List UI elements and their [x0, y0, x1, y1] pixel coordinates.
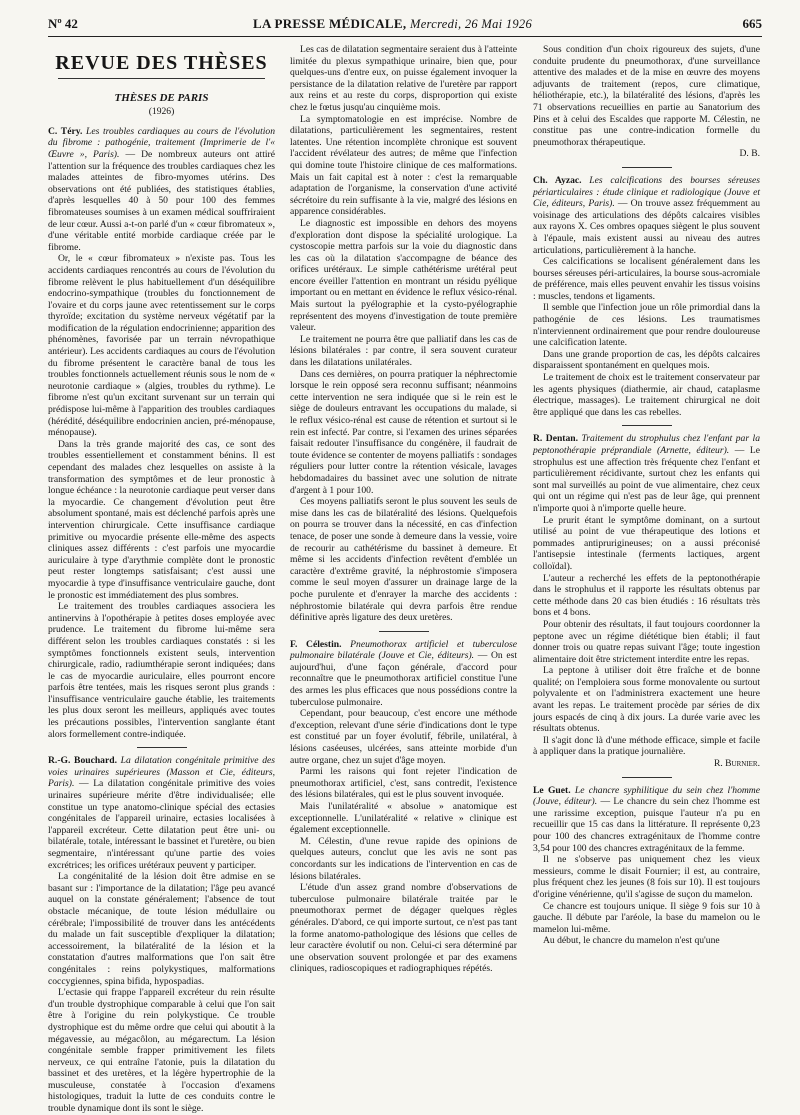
article-title: Les calcifications des bourses séreuses périarticulaires : étude clinique et radiologique (Jouve et Cie, éditeurs, Paris). [533, 174, 760, 210]
article-title: Le chancre syphilitique du sein chez l'homme (Jouve, éditeur). [533, 784, 760, 808]
article-bouchard [48, 755, 275, 1114]
article-paragraph: Ces calcifications se localisent généralement dans les bourses séreuses péri-articulaires, la bourse sous-acromiale de préférence, mais elles peuvent envahir les tissus voisins : muscles, tendons et ligaments. [533, 256, 760, 302]
article-ayzac [533, 175, 760, 418]
article-paragraph: — La dilatation congénitale primitive des voies urinaires supérieure mérite d'être individualisée; elle constitue un type anatomo-clinique spécial des ectasies congénitales de l'appareil urinaire, ectasies localisées à l'appareil excréteur. Cette dilatation peut être uni- ou bilatérale, totale, intéressant le bassinet et l'uretère, ou bien segmentaire, n'intéressant qu'une partie des voies excrétrices; les orifices urétéraux peuvent y participer. [48, 778, 275, 871]
article-paragraph: Le traitement ne pourra être que palliatif dans les cas de lésions bilatérales : par contre, il sera souvent curateur dans les dilatations unilatérales. [290, 333, 517, 369]
article-paragraph: Dans la très grande majorité des cas, ce sont des troubles essentiellement et constamment bénins. Il est cependant des malades chez lesquelles on assiste à la transformation des symptômes et de leur pronostic à longue échéance : la neurotonie cardiaque peut verser dans la myocardie. Ce changement d'évolution peut être absolument spontané, mais est déclenché parfois après une intervention chirurgicale. Cette insuffisance cardiaque primitive ou myocardie présente elle-même des aspects cliniques assez différents : c'est parfois une myocardie auriculaire à type d'arythmie complète dont le pronostic peut rester longtemps satisfaisant; c'est aussi une myocardie à type d'insuffisance ventriculaire gauche, dont le pronostic est immédiatement des plus sombres. [48, 438, 275, 601]
article-author: F. Célestin. [290, 638, 342, 650]
article-signature: R. Burnier. [713, 758, 760, 770]
article-paragraph: Mais l'unilatéralité « absolue » anatomique est exceptionnelle. L'unilatéralité « relative » clinique est également exceptionnelle. [290, 801, 517, 836]
column-3 [533, 44, 760, 1074]
section-title: REVUE DES THÈSES [55, 52, 268, 74]
article-le-guet [533, 785, 760, 947]
article-separator [137, 747, 187, 748]
article-paragraph: L'ectasie qui frappe l'appareil excréteur du rein résulte d'un trouble dystrophique comparable à celui que l'on sait être à l'origine du rein polykystique. Ce trouble dystrophique est du même ordre que celui qui aboutit à la mégavessie, au mégacôlon, au mégarectum. La lésion congénitale semble frapper primitivement les filets nerveux, ce qui entraîne l'atonie, puis la dilatation du bassinet et des uretères, et la légère hypertrophie de la musculeuse, constatée à l'occasion d'examens histologiques, traduit la lutte de ces conduits contre le trouble dynamique dont ils sont le siège. [48, 987, 275, 1115]
article-paragraph: Pour obtenir des résultats, il faut toujours coordonner la peptone avec un régime diététique bien établi; il faut donner trois ou quatre repas suivant l'âge; toute ingestion alimentaire doit être strictement interdite entre les repas. [533, 618, 760, 665]
article-lead [533, 175, 760, 256]
article-separator [622, 425, 672, 426]
article-paragraph: Le prurit étant le symptôme dominant, on a surtout utilisé au point de vue thérapeutique des lotions et pommades antiprurigineuses; on a aussi préconisé l'antisepsie intestinale (ferments lactiques, argent colloïdal). [533, 514, 760, 572]
column-2 [290, 44, 517, 1074]
page-number: 665 [742, 16, 762, 31]
article-title: Traitement du strophulus chez l'enfant par la peptonothérapie préprandiale (Arnette, éditeur). [533, 433, 760, 456]
article-paragraph: Au début, le chancre du mamelon n'est qu'une [543, 935, 720, 947]
article-tery [48, 126, 275, 740]
article-celestin-cont [533, 44, 760, 160]
article-paragraph: — Le chancre du sein chez l'homme est une rarissime exception, puisque l'auteur n'a pu en recueillir que 15 cas dans la littérature. Il représente 0,23 pour 100 des chancres extragénitaux de l'homme contre 3,54 pour 100 des chancres extragénitaux de la femme. [533, 796, 760, 854]
issue-date: Mercredi, 26 Mai 1926 [410, 17, 533, 31]
article-paragraph: La peptone à utiliser doit être fraîche et de bonne qualité; on l'emploiera sous forme monovalente ou surtout polyvalente et on l'administrera exactement une heure avant les repas. Le traitement procède par séries de dix jours espacés de cinq à dix jours. La durée varie avec les résultats obtenus. [533, 665, 760, 735]
article-paragraph: — On trouve assez fréquemment au voisinage des articulations des dépôts calcaires visibles aux rayons X. Ces ombres opaques siègent le plus souvent à l'épaule, mais existent aussi au niveau des autres articulations, particulièrement à la hanche. [533, 198, 761, 256]
article-paragraph: Ce chancre est toujours unique. Il siège 9 fois sur 10 à gauche. Il débute par l'aréole, la base du mamelon ou le mamelon lui-même. [533, 900, 760, 935]
article-lead [48, 755, 275, 871]
article-paragraph: Cependant, pour beaucoup, c'est encore une méthode d'exception, relevant d'une série d'indications dont le type est constitué par un foyer évolutif, fébrile, unilatéral, à lésions caséeuses, ulcérées, sans atteinte morbide d'un autre organe, chez un sujet d'âge moyen. [290, 708, 517, 766]
article-lead [290, 639, 517, 709]
article-paragraph: Il semble que l'infection joue un rôle primordial dans la pathogénie de ces lésions. Les traumatismes n'interviennent ordinairement que pour rendre douloureuse une calcification latente. [533, 302, 760, 349]
article-signature: D. B. [739, 148, 760, 160]
article-separator [379, 631, 429, 632]
article-paragraph: Sous condition d'un choix rigoureux des sujets, d'une conduite prudente du pneumothorax, d'une surveillance attentive des malades et de la mise en œuvre des moyens adjuvants de traitement (repos, cure climatique, héliothérapie, etc.), la bilatéralité des lésions, d'après les 71 observations recueillies en partie au Sanatorium des Pins et à celui des Escaldes que rapporte M. Célestin, ne constitue pas une contre-indication formelle du pneumothorax thérapeutique. [533, 44, 760, 148]
article-author: Ch. Ayzac. [533, 174, 582, 186]
article-paragraph: L'étude d'un assez grand nombre d'observations de tuberculose pulmonaire bilatérale traitée par le pneumothorax permet de dégager quelques règles générales. D'abord, ce qui importe surtout, ce n'est pas tant la forme anatomo-pathologique des lésions que celles de leur caractère évolutif ou non. Celui-ci sera déterminé par une observation souvent prolongée et par des examens cliniques, radioscopiques et radiographiques répétés. [290, 882, 517, 975]
article-paragraph: Le diagnostic est impossible en dehors des moyens d'exploration dont dispose la spécialité urologique. La cystoscopie mettra parfois sur la voie du diagnostic dans les cas où la dilatation s'accompagne de béance des orifices urétéraux. Le simple cathétérisme urétéral peut encore éveiller l'attention en montrant un résidu pyélique important ou en mettant en évidence le reflux vésico-rénal. Mais surtout la pyélographie et la cysto-pyélographie représentent des moyens d'investigation de toute première valeur. [290, 217, 517, 334]
page-header [48, 16, 762, 34]
journal-name: LA PRESSE MÉDICALE, [253, 16, 407, 31]
article-paragraph: Ces moyens palliatifs seront le plus souvent les seuls de mise dans les cas de bilatéralité des lésions. Quelquefois on pourra se trouver dans la nécessité, en cas d'infection tenace, de poser une sonde à demeure dans la vessie, voire de recourir au cathétérisme du bassinet à demeure. Et même si les accidents d'infection revêtent d'emblée un caractère d'extrême gravité, la néphrostomie s'imposera comme le seul moyen d'assurer un drainage large de la poche purulente et d'enrayer la marche des accidents : néphrostomie bilatérale qui devra parfois être rendue définitive après ligature des deux uretères. [290, 496, 517, 624]
section-year: (1926) [148, 106, 175, 118]
article-paragraph: Les cas de dilatation segmentaire seraient dus à l'atteinte limitée du plexus sympathique urinaire, bien que, pour quelques-uns d'entre eux, on puisse également invoquer la persistance de la dilatation relative de l'uretère par rapport aux reins et au reste du corps, disproportion qui existe chez le fœtus jusqu'au cinquième mois. [290, 44, 517, 113]
article-title: Pneumothorax artificiel et tuberculose pulmonaire bilatérale (Jouve et Cie, éditeurs). [290, 638, 517, 662]
article-celestin [290, 639, 517, 975]
article-paragraph: L'auteur a recherché les effets de la peptonothérapie dans le strophulus et il rapporte les résultats obtenus par cette méthode dans 20 cas bien étudiés : 16 résultats très bons et 4 bons. [533, 572, 760, 619]
article-paragraph: Le traitement des troubles cardiaques associera les antinervins à l'opothérapie à petites doses employée avec prudence. Le traitement du fibrome lui-même sera différent selon les troubles cardiaques constatés : si les symptômes fonctionnels existent seuls, intervention chirurgicale, radio, radiumthérapie seront indiquées; dans le cas de myocardie auriculaire, elles pourront encore parfois être tentées, mais les risques seront plus grands : l'insuffisance ventriculaire gauche établie, les traitements les plus doux seront les meilleurs, appliqués avec toutes les précautions possibles, l'intervention sanglante étant alors formellement contre-indiquée. [48, 601, 275, 740]
article-separator [622, 167, 672, 168]
article-paragraph: Parmi les raisons qui font rejeter l'indication de pneumothorax artificiel, c'est, sans contredit, l'existence des lésions bilatérales, qui est le plus souvent invoquée. [290, 766, 517, 801]
article-dentan [533, 433, 760, 769]
article-author: Le Guet. [533, 784, 571, 796]
article-title: Les troubles cardiaques au cours de l'évolution du fibrome : pathogénie, traitement (Imprimerie de l'« Œuvre », Paris). [48, 125, 275, 160]
article-author: R. Dentan. [533, 433, 579, 445]
article-paragraph: M. Célestin, d'une revue rapide des opinions de quelques auteurs, conclut que les avis ne sont pas concordants sur les indications de l'intervention en cas de lésions bilatérales. [290, 835, 517, 882]
section-rule [58, 78, 265, 79]
article-author: C. Téry. [48, 125, 83, 137]
article-paragraph: — On est aujourd'hui, d'une façon générale, d'accord pour reconnaître que le pneumothorax artificiel constitue l'une des armes les plus efficaces que nous possédions contre la tuberculose pulmonaire. [290, 650, 517, 708]
article-paragraph: La symptomatologie en est imprécise. Nombre de dilatations, particulièrement les segmentaires, restent latentes. Une rétention incomplète chronique est souvent l'accident révélateur des autres; de même que l'infection qui domine toute l'histoire clinique de ces malformations. Mais un fait capital est à noter : c'est la remarquable adaptation de l'organisme, la conservation d'une activité sécrétoire du rein suffisante à la vie, malgré des lésions en apparence considérables. [290, 113, 517, 218]
article-paragraph: Il s'agit donc là d'une méthode efficace, simple et facile à appliquer dans la pratique journalière. [533, 734, 760, 758]
header-rule [48, 36, 762, 37]
article-lead [533, 785, 760, 855]
article-author: R.-G. Bouchard. [48, 755, 117, 767]
article-paragraph: La congénitalité de la lésion doit être admise en se basant sur : l'importance de la dilatation; l'âge peu avancé auquel on la constate généralement; l'absence de tout obstacle mécanique, de toute lésion médullaire ou cérébrale; l'impossibilité de trouver dans les antécédents du malade un fait susceptible d'expliquer la dilatation; accessoirement, la bilatéralité de la lésion et la constatation d'autres malformations que l'on sait être congénitales : reins polykystiques, malformations coccygiennes, spina bifida, hypospadias. [48, 871, 275, 987]
article-title: La dilatation congénitale primitive des voies urinaires supérieures (Masson et Cie, éditeurs, Paris). [48, 755, 276, 790]
article-paragraph: — De nombreux auteurs ont attiré l'attention sur la fréquence des troubles cardiaques chez les malades atteintes de fibro-myomes utérins. Des observations ont été publiées, des statistiques établies, d'après lesquelles 40 à 50 pour 100 des femmes fibromateuses soumises à un examen médical souffriraient de leur cœur. Aussi a-t-on parlé d'un « cœur fibromateux », d'une véritable entité morbide cardiaque créée par le fibrome. [48, 148, 275, 253]
column-1 [48, 44, 276, 1115]
article-paragraph: Il ne s'observe pas uniquement chez les vieux messieurs, comme le disait Fournier; il est, au contraire, plus fréquent chez les jeunes (8 fois sur 10). Il est toujours d'origine vénérienne, qu'il s'agisse de suçon du mamelon. [533, 854, 760, 900]
article-paragraph: Or, le « cœur fibromateux » n'existe pas. Tous les accidents cardiaques rencontrés au cours de l'évolution du fibrome relèvent le plus habituellement d'un déséquilibre endocrino-sympathique (troubles du fonctionnement de l'ovaire et du corps jaune avec retentissement sur le corps thyroïde; excitation du système nerveux végétatif par la modification de la régulation endocrinienne; apparition des phénomènes, favorisée par un terrain névropathique antérieur). Les accidents cardiaques au cours de l'évolution du fibrome présentent le caractère banal de tous les troubles fonctionnels actuellement réunis sous le nom de « neurotonie cardiaque » (algies, troubles du rythme). Le fibrome n'est qu'un excitant survenant sur un terrain qui prédispose lui-même à l'apparition des troubles cardiaques (hérédité, déséquilibre endocrinien ancien, pré-ménopause, ménopause). [48, 253, 275, 439]
article-separator [622, 777, 672, 778]
journal-title [253, 16, 532, 32]
article-paragraph: — Le strophulus est une affection très fréquente chez l'enfant et particulièrement récidivante, surtout chez les enfants qui sont mal surveillés au point de vue alimentaire, chez ceux qui ont un régime qui n'est pas de leur âge, qui prennent n'importe quoi à n'importe quelle heure. [533, 445, 760, 514]
article-lead [48, 126, 275, 254]
section-subtitle: THÈSES DE PARIS [114, 91, 209, 104]
issue-number: Nº 42 [48, 16, 78, 31]
article-lead [533, 433, 760, 514]
article-paragraph: Dans une grande proportion de cas, les dépôts calcaires disparaissent spontanément en quelques mois. [533, 348, 760, 372]
article-paragraph: Dans ces dernières, on pourra pratiquer la néphrectomie lorsque le rein opposé sera reconnu suffisant; néanmoins cette intervention ne sera indiquée que si le rein est le siège de douleurs entravant les occupations du malade, si le reflux vésico-rénal est cause de rétention et surtout si le rein est infecté. Par contre, si l'examen des urines séparées faisait redouter l'insuffisance du congénère, il faudrait de toute évidence se contenter de moyens palliatifs : sondages réguliers pour lutter contre la rétention vésicale, lavages hebdomadaires du bassinet avec une solution de nitrate d'argent à 1 pour 100. [290, 368, 517, 496]
article-bouchard-cont [290, 44, 517, 624]
article-paragraph: Le traitement de choix est le traitement conservateur par les agents physiques (diathermie, air chaud, cataplasme électrique, massages). Le traitement chirurgical ne doit être appliqué que dans les cas rebelles. [533, 372, 760, 418]
